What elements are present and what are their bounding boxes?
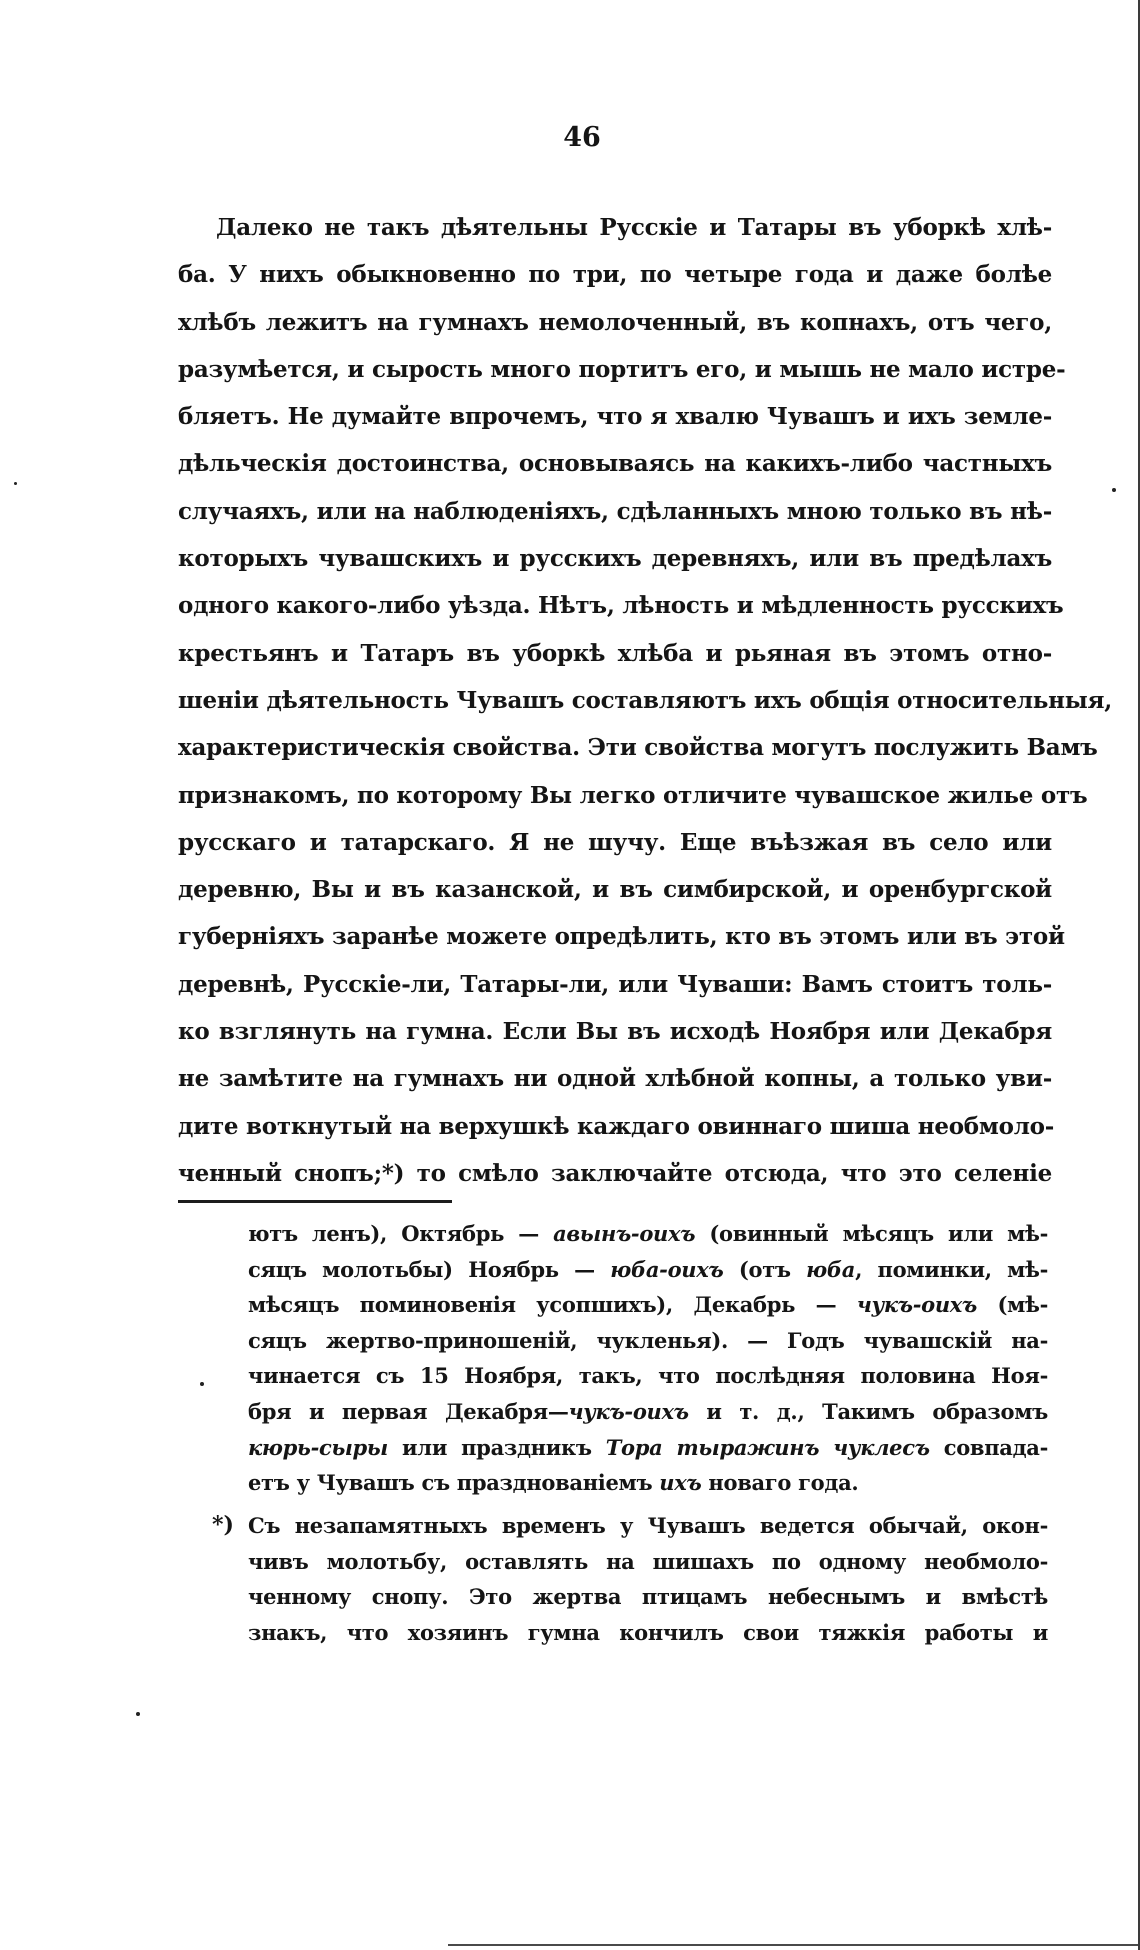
main-text-body: [178, 204, 1113, 1197]
main-text-line: деревню, Вы и въ казанской, и въ симбирской, и оренбургской: [178, 876, 1052, 904]
footnote-text: (отъ: [723, 1256, 807, 1282]
footnote-text: или праздникъ: [388, 1434, 606, 1460]
main-text-line: хлѣбъ лежитъ на гумнахъ немолоченный, въ копнахъ, отъ чего,: [178, 308, 1052, 336]
footnote-italic-term: юба-оихъ: [610, 1256, 724, 1282]
main-text-line: деревнѣ, Русскіе-ли, Татары-ли, или Чуваши: Вамъ стоитъ толь-: [178, 970, 1052, 998]
footnote-text: сяцъ молотьбы) Ноябрь —: [248, 1256, 611, 1282]
main-text-line: разумѣется, и сырость много портитъ его, и мышь не мало истре-: [178, 355, 1066, 383]
scan-speck: [136, 1712, 140, 1716]
main-text-line: ченный снопъ;*) то смѣло заключайте отсюда, что это селеніе: [178, 1159, 1052, 1187]
footnote-star: [248, 1508, 1048, 1650]
main-text-line: губерніяхъ заранѣе можете опредѣлить, кто въ этомъ или въ этой: [178, 923, 1065, 951]
footnote-text: бря и первая Декабря—: [248, 1398, 569, 1424]
footnote-line: [248, 1287, 1048, 1323]
footnote-italic-term: Тора тыражинъ чуклесъ: [605, 1434, 930, 1460]
scan-speck: [14, 482, 17, 485]
footnote-line: сяцъ жертво-приношеній, чукленья). — Годъ чувашскій на-: [248, 1327, 1048, 1353]
main-text-line: крестьянъ и Татаръ въ уборкѣ хлѣба и рьяная въ этомъ отно-: [178, 639, 1052, 667]
footnote-text: совпада-: [929, 1434, 1049, 1460]
footnote-text: ютъ ленъ), Октябрь —: [248, 1221, 554, 1246]
main-text-line: дѣльческія достоинства, основываясь на какихъ-либо частныхъ: [178, 450, 1052, 478]
main-text-line: шеніи дѣятельность Чувашъ составляютъ ихъ общія относительныя,: [178, 686, 1113, 714]
footnote-line: чивъ молотьбу, оставлять на шишахъ по одному необмоло-: [248, 1548, 1048, 1574]
main-text-line: признакомъ, по которому Вы легко отличите чувашское жилье отъ: [178, 781, 1088, 809]
main-text-line: бляетъ. Не думайте впрочемъ, что я хвалю Чувашъ и ихъ земле-: [178, 403, 1052, 431]
footnote-text: мѣсяцъ поминовенія усопшихъ), Декабрь —: [248, 1292, 857, 1318]
footnote-line: [248, 1252, 1048, 1288]
footnote-text: новаго года.: [701, 1470, 859, 1496]
main-text-line: которыхъ чувашскихъ и русскихъ деревняхъ, или въ предѣлахъ: [178, 545, 1052, 573]
footnote-line: [248, 1216, 1048, 1252]
footnote-line: чинается съ 15 Ноября, такъ, что послѣдняя половина Ноя-: [248, 1363, 1048, 1389]
main-text-line: ко взглянуть на гумна. Если Вы въ исходѣ Ноября или Декабря: [178, 1018, 1052, 1046]
footnote-italic-term: чукъ-оихъ: [856, 1292, 977, 1318]
main-text-line: одного какого-либо уѣзда. Нѣтъ, лѣность и мѣдленность русскихъ: [178, 592, 1064, 620]
scan-speck: [1112, 488, 1116, 492]
footnote-line: ченному снопу. Это жертва птицамъ небеснымъ и вмѣстѣ: [248, 1584, 1048, 1610]
footnote-continued: [248, 1216, 1048, 1501]
main-text-line: дите воткнутый на верхушкѣ каждаго овиннаго шиша необмоло-: [178, 1112, 1055, 1140]
footnote-text: и т. д., Такимъ образомъ: [688, 1398, 1048, 1424]
footnote-text: етъ у Чувашъ съ празднованіемъ: [248, 1470, 660, 1496]
main-text-line: ба. У нихъ обыкновенно по три, по четыре года и даже болѣе: [178, 261, 1052, 289]
main-text-line: случаяхъ, или на наблюденіяхъ, сдѣланныхъ мною только въ нѣ-: [178, 497, 1052, 525]
footnote-italic-term: кюрь-сыры: [248, 1434, 389, 1460]
footnote-text: (овинный мѣсяцъ или мѣ-: [695, 1221, 1048, 1246]
main-text-line: характеристическія свойства. Эти свойства могутъ послужить Вамъ: [178, 734, 1098, 762]
footnote-italic-term: ихъ: [659, 1470, 702, 1496]
page-bottom-edge-line: [448, 1944, 1140, 1946]
main-text-line: Далеко не такъ дѣятельны Русскіе и Татары въ уборкѣ хлѣ-: [216, 214, 1052, 241]
footnote-line: [248, 1430, 1048, 1466]
footnote-line: Съ незапамятныхъ временъ у Чувашъ ведется обычай, окон-: [248, 1513, 1048, 1538]
footnote-separator-rule: [178, 1200, 452, 1203]
footnote-italic-term: чукъ-оихъ: [568, 1398, 689, 1424]
main-text-line: не замѣтите на гумнахъ ни одной хлѣбной копны, а только уви-: [178, 1065, 1052, 1093]
footnote-text: , поминки, мѣ-: [855, 1256, 1048, 1282]
scan-speck: [200, 1382, 204, 1386]
footnote-italic-term: юба: [806, 1256, 856, 1282]
main-text-line: русскаго и татарскаго. Я не шучу. Еще въѣзжая въ село или: [178, 828, 1052, 856]
footnote-italic-term: авынъ-оихъ: [553, 1221, 696, 1246]
footnote-line: [248, 1394, 1048, 1430]
footnote-line: знакъ, что хозяинъ гумна кончилъ свои тяжкія работы и: [248, 1619, 1048, 1645]
page-number: 46: [563, 122, 601, 153]
footnote-text: (мѣ-: [977, 1292, 1048, 1318]
footnote-star-marker: *): [212, 1512, 234, 1538]
footnote-line: [248, 1465, 1048, 1501]
